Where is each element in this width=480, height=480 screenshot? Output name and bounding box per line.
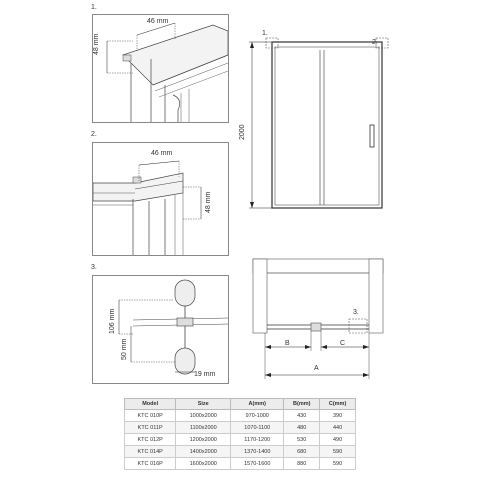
cell-a: 970-1000	[231, 410, 284, 422]
table-row	[125, 410, 356, 422]
detail-3-bottom-label: 19 mm	[194, 371, 216, 378]
detail-2-height-label: 48 mm	[205, 191, 212, 213]
cell-size: 1000x2000	[176, 410, 231, 422]
cell-b: 680	[284, 446, 320, 458]
cell-size: 1400x2000	[176, 446, 231, 458]
detail-1-drawing	[93, 15, 228, 122]
detail-2-marker: 2.	[91, 131, 97, 138]
cell-a: 1370-1400	[231, 446, 284, 458]
cell-size: 1100x2000	[176, 422, 231, 434]
detail-3-panel	[92, 275, 229, 384]
plan-view-label-a: A	[314, 365, 319, 372]
cell-c: 440	[320, 422, 356, 434]
detail-3-mid-label: 50 mm	[121, 338, 128, 360]
detail-1-panel	[92, 14, 229, 123]
detail-1-marker: 1.	[91, 4, 97, 11]
cell-a: 1070-1100	[231, 422, 284, 434]
plan-view-drawing	[245, 255, 395, 385]
cell-c: 590	[320, 446, 356, 458]
table-row	[125, 434, 356, 446]
col-header-c: C(mm)	[320, 399, 356, 410]
col-header-a: A(mm)	[231, 399, 284, 410]
detail-1-width-label: 46 mm	[147, 18, 169, 25]
cell-model: KTC 011P	[125, 422, 176, 434]
cell-model: KTC 014P	[125, 446, 176, 458]
cell-c: 590	[320, 458, 356, 470]
table-row	[125, 446, 356, 458]
plan-view-label-c: C	[340, 340, 346, 347]
col-header-b: B(mm)	[284, 399, 320, 410]
col-header-size: Size	[176, 399, 231, 410]
col-header-model: Model	[125, 399, 176, 410]
detail-2-panel	[92, 142, 229, 256]
cell-a: 1170-1200	[231, 434, 284, 446]
detail-3-top-label: 106 mm	[109, 308, 116, 334]
cell-c: 390	[320, 410, 356, 422]
cell-a: 1570-1600	[231, 458, 284, 470]
cell-model: KTC 016P	[125, 458, 176, 470]
cell-size: 1200x2000	[176, 434, 231, 446]
detail-2-width-label: 46 mm	[151, 150, 173, 157]
plan-view-label-b: B	[285, 340, 290, 347]
detail-3-marker: 3.	[91, 264, 97, 271]
cell-c: 490	[320, 434, 356, 446]
spec-table-header-row	[125, 399, 356, 410]
plan-view-callout-3: 3.	[353, 309, 359, 316]
detail-1-height-label: 48 mm	[93, 33, 100, 55]
table-row	[125, 422, 356, 434]
cell-b: 880	[284, 458, 320, 470]
cell-b: 480	[284, 422, 320, 434]
cell-b: 430	[284, 410, 320, 422]
spec-table	[124, 398, 356, 470]
cell-size: 1600x2000	[176, 458, 231, 470]
cell-model: KTC 010P	[125, 410, 176, 422]
table-row	[125, 458, 356, 470]
front-view-height-label: 2000	[239, 124, 246, 140]
front-view-callout-1: 1.	[262, 30, 268, 37]
front-view-drawing	[240, 20, 400, 220]
front-view-callout-2: 2.	[372, 39, 378, 46]
cell-model: KTC 012P	[125, 434, 176, 446]
cell-b: 530	[284, 434, 320, 446]
